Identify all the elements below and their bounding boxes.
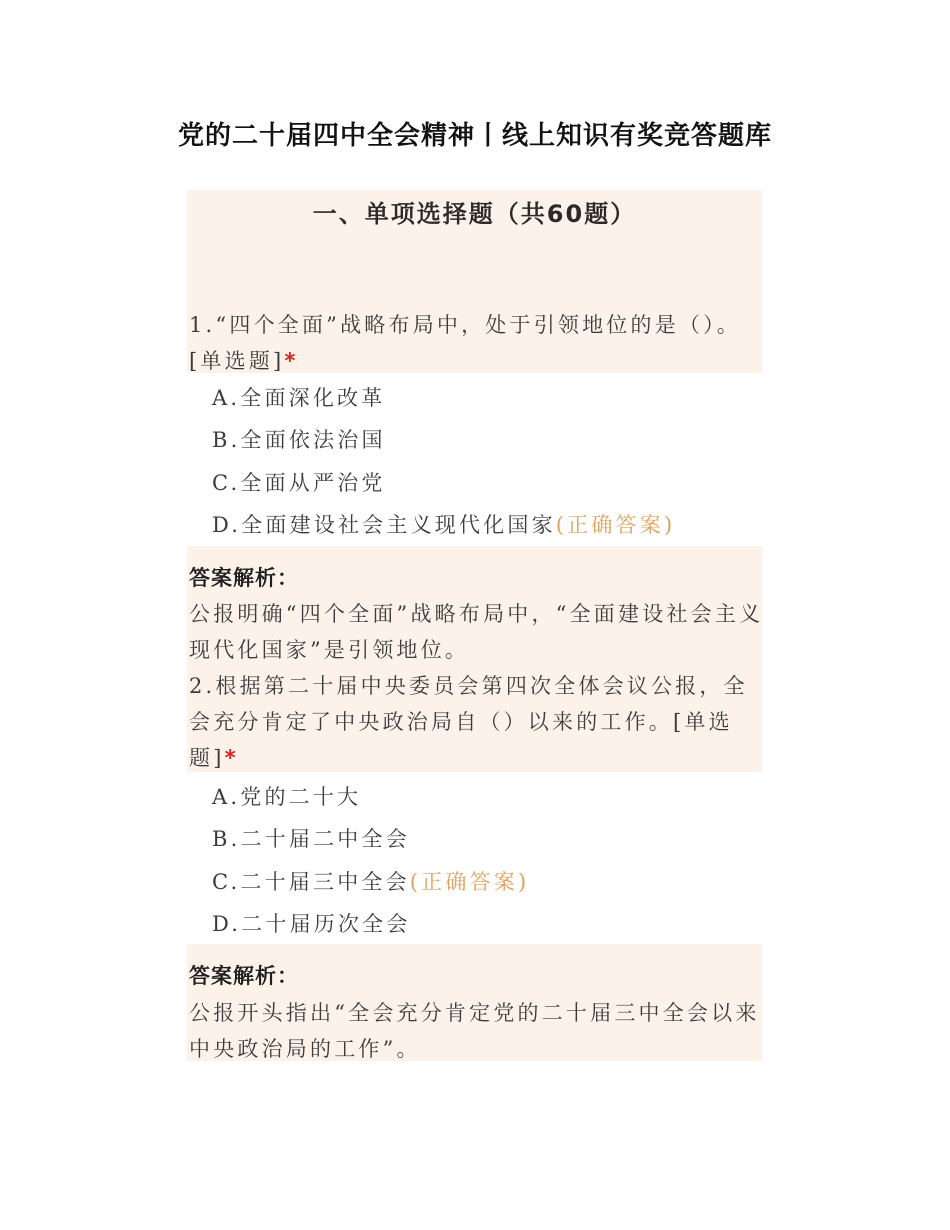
question-2-text: [189, 668, 764, 776]
question-2-option-c[interactable]: [212, 864, 529, 900]
question-1-type-tag: [单选题]: [189, 349, 285, 373]
question-1-option-c[interactable]: [212, 465, 386, 501]
required-mark: *: [224, 746, 236, 770]
required-mark: *: [284, 349, 296, 373]
option-label: A.全面深化改革: [212, 386, 386, 410]
option-label: D.全面建设社会主义现代化国家: [212, 513, 556, 537]
question-2-type-tag: [单选题]: [189, 710, 733, 770]
document-title: 党的二十届四中全会精神丨线上知识有奖竞答题库: [177, 121, 772, 151]
question-1-option-a[interactable]: [212, 380, 385, 416]
question-2-option-d[interactable]: [212, 906, 411, 942]
question-2-option-b[interactable]: [212, 821, 410, 857]
option-label: A.党的二十大: [212, 785, 362, 809]
correct-answer-label: (正确答案): [555, 513, 676, 537]
correct-answer-label: (正确答案): [409, 870, 530, 894]
option-label: B.二十届二中全会: [212, 827, 410, 851]
question-1-option-b[interactable]: [212, 422, 386, 458]
question-1-analysis-text: 公报明确“四个全面”战略布局中，“全面建设社会主义现代化国家”是引领地位。: [189, 602, 764, 662]
question-2-stem: 2.根据第二十届中央委员会第四次全体会议公报，全会充分肯定了中央政治局自（）以来的工作。: [189, 674, 748, 734]
question-1-option-d[interactable]: [212, 507, 675, 543]
question-2-option-a[interactable]: [212, 779, 361, 815]
question-1-analysis-heading: 答案解析：: [189, 566, 299, 590]
question-2-analysis-text: 公报开头指出“全会充分肯定党的二十届三中全会以来中央政治局的工作”。: [189, 1001, 760, 1061]
question-1-stem: 1.“四个全面”战略布局中，处于引领地位的是（）。: [189, 313, 742, 337]
option-label: B.全面依法治国: [212, 428, 386, 452]
option-label: C.全面从严治党: [212, 471, 386, 495]
option-label: C.二十届三中全会: [212, 870, 410, 894]
question-2-analysis-heading: 答案解析：: [189, 964, 299, 988]
section-title: 一、单项选择题（共60题）: [312, 200, 637, 228]
option-label: D.二十届历次全会: [212, 912, 411, 936]
question-1-text: [189, 307, 764, 379]
